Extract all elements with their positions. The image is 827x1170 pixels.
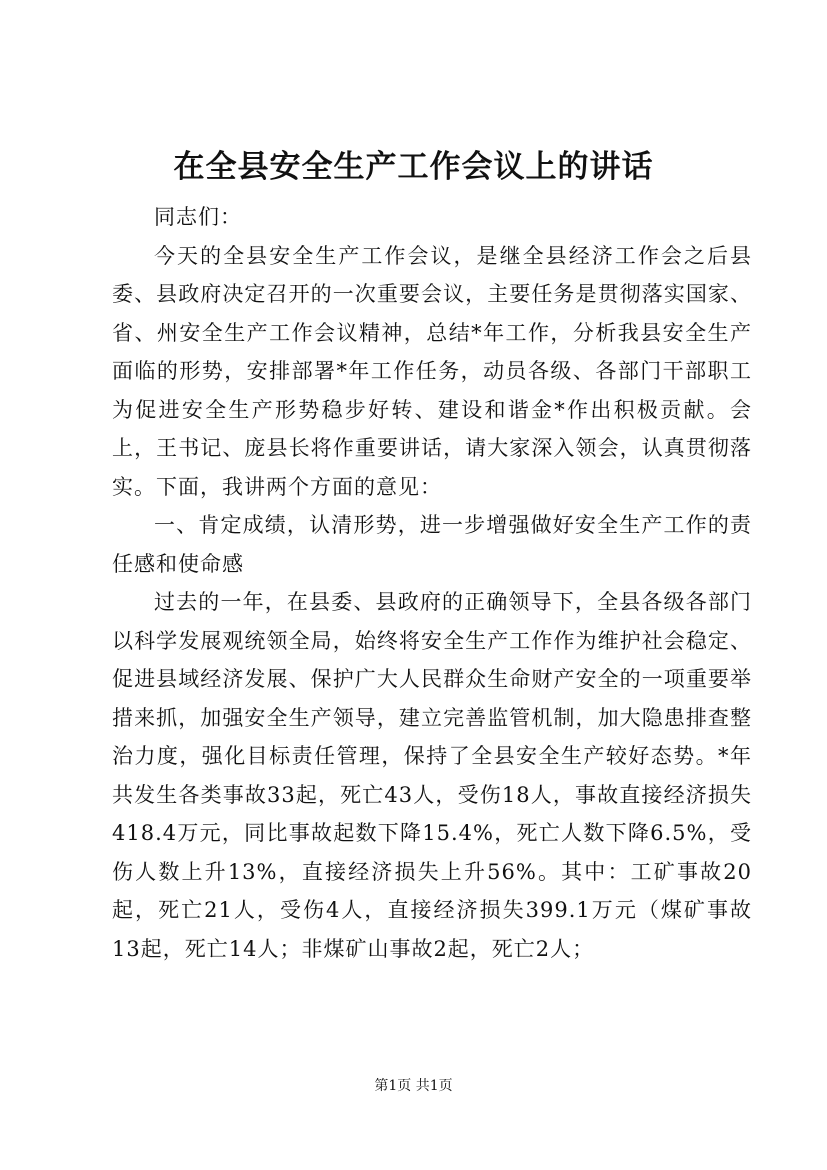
paragraph-review: 过去的一年，在县委、县政府的正确领导下，全县各级各部门以科学发展观统领全局，始终将安全生产工作作为维护社会稳定、促进县域经济发展、保护广大人民群众生命财产安全的一项重要举措来抓，加强安全生产领导，建立完善监管机制，加大隐患排查整治力度，强化目标责任管理，保持了全县安全生产较好态势。*年共发生各类事故33起，死亡43人，受伤18人，事故直接经济损失418.4万元，同比事故起数下降15.4%，死亡人数下降6.5%，受伤人数上升13%，直接经济损失上升56%。其中：工矿事故20起，死亡21人，受伤4人，直接经济损失399.1万元（煤矿事故13起，死亡14人；非煤矿山事故2起，死亡2人； — [112, 590, 752, 961]
greeting: 同志们： — [154, 205, 242, 229]
document-title: 在全县安全生产工作会议上的讲话 — [173, 149, 654, 185]
page-footer: 第1页 共1页 — [374, 1078, 453, 1094]
paragraph-intro: 今天的全县安全生产工作会议，是继全县经济工作会之后县委、县政府决定召开的一次重要会议，主要任务是贯彻落实国家、省、州安全生产工作会议精神，总结*年工作，分析我县安全生产面临的形势，安排部署*年工作任务，动员各级、各部门干部职工为促进安全生产形势稳步好转、建设和谐金*作出积极贡献。会上，王书记、庞县长将作重要讲话，请大家深入领会，认真贯彻落实。下面，我讲两个方面的意见： — [112, 243, 752, 499]
document-body — [112, 198, 752, 968]
section-heading-1: 一、肯定成绩，认清形势，进一步增强做好安全生产工作的责任感和使命感 — [112, 513, 752, 576]
